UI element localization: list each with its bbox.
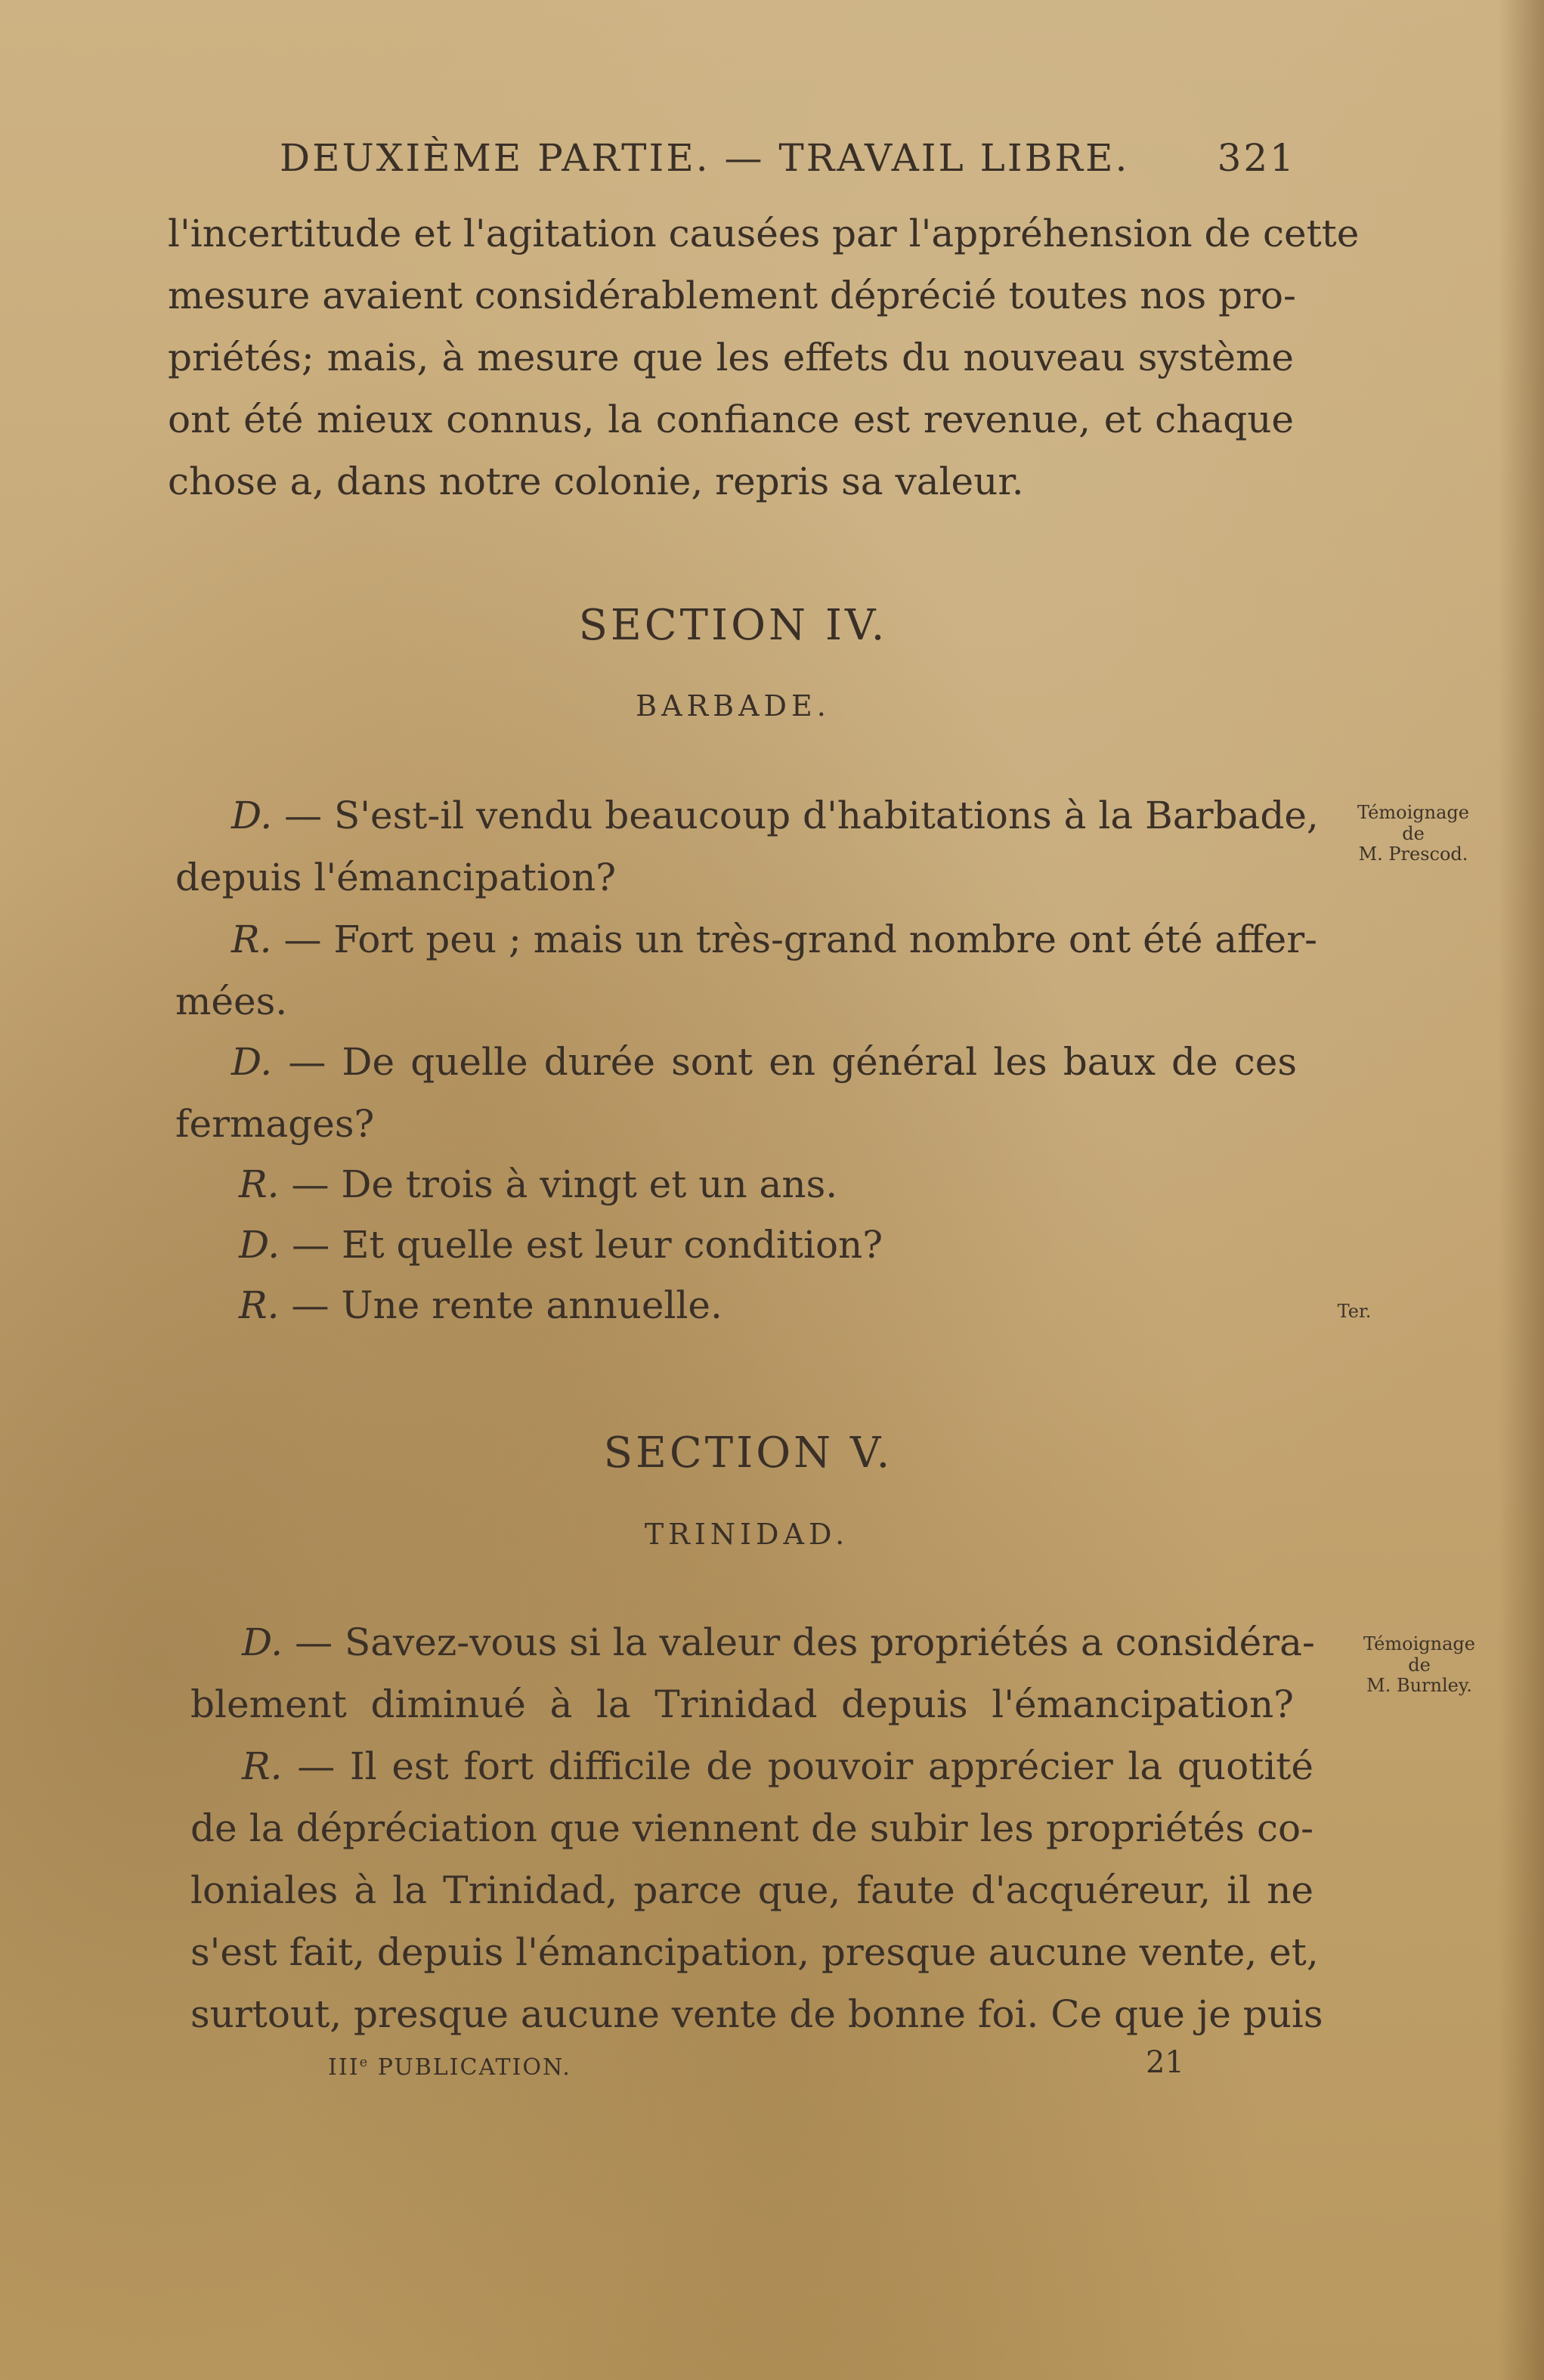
dialogue-line [242, 1620, 1315, 1664]
dialogue-text: blement diminué à la Trinidad depuis l'émancipation? [190, 1682, 1294, 1726]
speaker-label: R. [242, 1744, 283, 1788]
dialogue-text: — De quelle durée sont en général les baux de ces [272, 1040, 1297, 1084]
dialogue-line [239, 1283, 722, 1327]
dialogue-line [190, 1992, 1323, 2036]
dialogue-text: s'est fait, depuis l'émancipation, presque aucune vente, et, [190, 1930, 1319, 1974]
dialogue-line [190, 1806, 1313, 1850]
dialogue-line [239, 1162, 838, 1206]
intro-line: l'incertitude et l'agitation causées par l'appréhension de cette [168, 212, 1360, 255]
dialogue-line [231, 1040, 1297, 1084]
dialogue-text: — Il est fort difficile de pouvoir apprécier la quotité [282, 1744, 1313, 1788]
dialogue-line [231, 794, 1319, 837]
margin-note-line: de [1402, 822, 1425, 844]
dialogue-text: mées. [175, 980, 288, 1023]
intro-line: chose a, dans notre colonie, repris sa valeur. [168, 460, 1024, 503]
margin-note-line: Témoignage [1357, 802, 1469, 823]
margin-note-witness [1344, 1634, 1495, 1697]
intro-line: priétés; mais, à mesure que les effets du nouveau système [168, 336, 1294, 379]
dialogue-line [231, 918, 1318, 961]
dialogue-line [190, 1868, 1313, 1912]
dialogue-line [190, 1930, 1319, 1974]
dialogue-line [242, 1744, 1313, 1788]
publication-prefix: III [328, 2054, 360, 2081]
page-edge-shadow [1499, 0, 1544, 2380]
margin-note-line: Témoignage [1363, 1633, 1475, 1654]
margin-note-witness [1338, 803, 1489, 865]
margin-note-line: M. Prescod. [1358, 843, 1468, 865]
speaker-label: D. [231, 794, 273, 837]
section-subtitle: BARBADE. [636, 689, 831, 723]
section-subtitle: TRINIDAD. [644, 1518, 849, 1551]
section-title: SECTION V. [603, 1428, 893, 1478]
margin-note-line: M. Burnley. [1366, 1675, 1472, 1697]
speaker-label: D. [231, 1040, 273, 1084]
running-header [280, 136, 1296, 180]
intro-line: mesure avaient considérablement déprécié toutes nos pro- [168, 274, 1296, 317]
dialogue-line [175, 856, 617, 899]
dialogue-text: loniales à la Trinidad, parce que, faute d'acquéreur, il ne [190, 1868, 1313, 1912]
dialogue-text: — Et quelle est leur condition? [280, 1223, 883, 1267]
signature-number: 21 [1146, 2045, 1184, 2080]
speaker-label: R. [239, 1283, 280, 1327]
section-title: SECTION IV. [578, 601, 888, 650]
speaker-label: D. [239, 1223, 280, 1267]
dialogue-text: de la dépréciation que viennent de subir les propriétés co- [190, 1806, 1313, 1850]
dialogue-line [175, 980, 288, 1023]
dialogue-line [239, 1223, 883, 1267]
speaker-label: R. [231, 918, 272, 961]
publication-label: PUBLICATION. [369, 2054, 571, 2081]
publication-sup: e [359, 2054, 370, 2070]
dialogue-text: surtout, presque aucune vente de bonne foi. Ce que je puis [190, 1992, 1323, 2036]
margin-note-line: de [1408, 1654, 1431, 1676]
speaker-label: R. [239, 1162, 280, 1206]
dialogue-text: — S'est-il vendu beaucoup d'habitations à la Barbade, [272, 794, 1319, 837]
dialogue-text: depuis l'émancipation? [175, 856, 617, 899]
margin-note-cut: Ter. [1337, 1301, 1372, 1322]
speaker-label: D. [242, 1620, 283, 1664]
dialogue-text: — Savez-vous si la valeur des propriétés a considéra- [283, 1620, 1315, 1664]
dialogue-line [190, 1682, 1294, 1726]
page-number: 321 [1217, 136, 1296, 180]
dialogue-text: — Fort peu ; mais un très-grand nombre ont été affer- [271, 918, 1318, 961]
dialogue-line [175, 1102, 375, 1146]
dialogue-text: — Une rente annuelle. [279, 1283, 722, 1327]
dialogue-text: fermages? [175, 1102, 375, 1146]
running-title: DEUXIÈME PARTIE. — TRAVAIL LIBRE. [280, 136, 1130, 180]
intro-line: ont été mieux connus, la confiance est revenue, et chaque [168, 398, 1294, 441]
publication-signature [328, 2054, 571, 2081]
dialogue-text: — De trois à vingt et un ans. [279, 1162, 838, 1206]
